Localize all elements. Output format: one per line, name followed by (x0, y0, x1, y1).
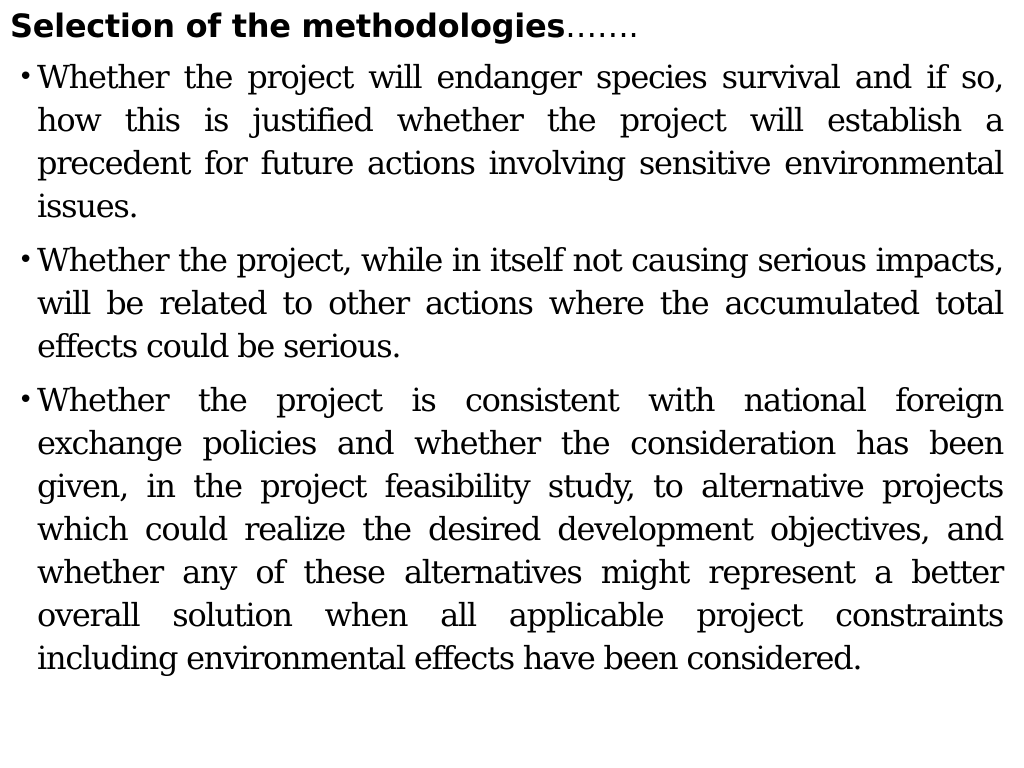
bullet-text: Whether the project will endanger species survival and if so, how this is justified whether the project will establish a precedent for future actions involving sensitive environmental issues. (37, 58, 1003, 225)
bullet-dot-icon: • (18, 245, 34, 275)
bullet-text: Whether the project, while in itself not causing serious impacts, will be related to other actions where the accumulated total effects could be serious. (37, 241, 1003, 365)
slide-title-text: Selection of the methodologies (10, 7, 566, 45)
slide-title-ellipsis: ……. (565, 7, 639, 45)
bullet-item (18, 239, 1003, 368)
bullet-dot-icon: • (18, 385, 34, 415)
bullet-item (18, 379, 1003, 680)
bullet-item (18, 56, 1003, 228)
bullet-dot-icon: • (18, 62, 34, 92)
bullet-text: Whether the project is consistent with national foreign exchange policies and whether the consideration has been given, in the project feasibility study, to alternative projects which could realize the desired development objectives, and whether any of these alternatives might represent a better overall solution when all applicable project constraints including environmental effects have been considered. (37, 381, 1003, 677)
bullet-list (18, 56, 1003, 691)
slide-title (10, 4, 638, 48)
